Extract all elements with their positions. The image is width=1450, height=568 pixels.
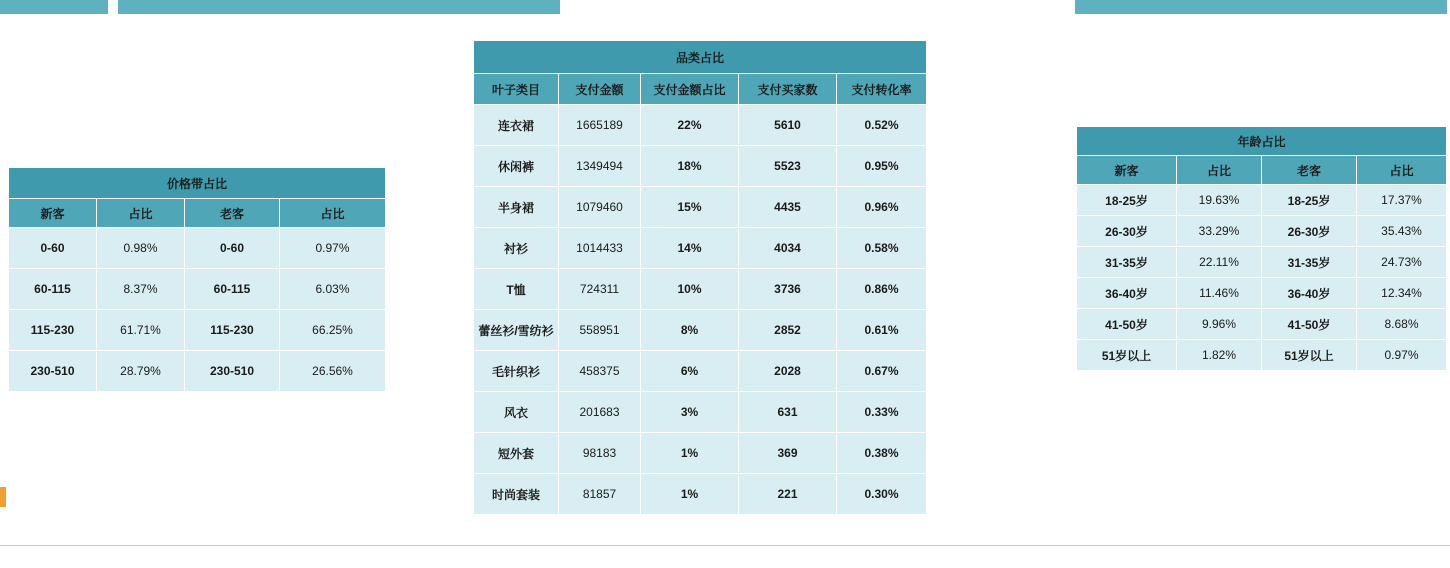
price-band-table	[8, 167, 386, 392]
table-header-row	[474, 74, 927, 105]
cell-new-age: 36-40岁	[1077, 278, 1177, 309]
category-col-0: 叶子类目	[474, 74, 559, 105]
cell-new-range: 0-60	[9, 228, 97, 269]
cell-pay-share: 14%	[641, 228, 739, 269]
table-header-row	[1077, 156, 1447, 185]
cell-pay-share: 22%	[641, 105, 739, 146]
cell-conversion: 0.67%	[837, 351, 927, 392]
cell-new-share: 1.82%	[1177, 340, 1262, 371]
cell-old-share: 35.43%	[1357, 216, 1447, 247]
table-title-row	[474, 41, 927, 74]
age-col-0: 新客	[1077, 156, 1177, 185]
category-share-table	[473, 40, 927, 515]
cell-old-share: 12.34%	[1357, 278, 1447, 309]
cell-new-share: 61.71%	[97, 310, 185, 351]
cell-old-age: 51岁以上	[1262, 340, 1357, 371]
table-row	[1077, 309, 1447, 340]
cell-leaf-category: T恤	[474, 269, 559, 310]
price-band-col-2: 老客	[185, 199, 280, 228]
cell-new-share: 11.46%	[1177, 278, 1262, 309]
cell-conversion: 0.58%	[837, 228, 927, 269]
age-title: 年龄占比	[1077, 127, 1447, 156]
left-accent-sliver	[0, 487, 6, 507]
cell-pay-amount: 458375	[559, 351, 641, 392]
table-row	[9, 269, 386, 310]
table-row	[1077, 278, 1447, 309]
category-col-4: 支付转化率	[837, 74, 927, 105]
cell-pay-share: 1%	[641, 433, 739, 474]
cell-old-share: 66.25%	[280, 310, 386, 351]
cell-new-age: 51岁以上	[1077, 340, 1177, 371]
cell-old-share: 0.97%	[280, 228, 386, 269]
cell-pay-amount: 1665189	[559, 105, 641, 146]
cell-old-age: 31-35岁	[1262, 247, 1357, 278]
cell-buyers: 631	[739, 392, 837, 433]
cell-leaf-category: 半身裙	[474, 187, 559, 228]
cell-conversion: 0.38%	[837, 433, 927, 474]
table-title-row	[1077, 127, 1447, 156]
age-col-1: 占比	[1177, 156, 1262, 185]
cell-leaf-category: 毛针织衫	[474, 351, 559, 392]
cell-buyers: 221	[739, 474, 837, 515]
table-row	[474, 392, 927, 433]
cell-old-range: 60-115	[185, 269, 280, 310]
cell-new-range: 230-510	[9, 351, 97, 392]
price-band-col-0: 新客	[9, 199, 97, 228]
age-col-3: 占比	[1357, 156, 1447, 185]
cell-pay-amount: 81857	[559, 474, 641, 515]
cell-new-share: 8.37%	[97, 269, 185, 310]
cell-old-share: 26.56%	[280, 351, 386, 392]
cell-new-share: 19.63%	[1177, 185, 1262, 216]
cell-leaf-category: 衬衫	[474, 228, 559, 269]
table-row	[1077, 216, 1447, 247]
price-band-col-3: 占比	[280, 199, 386, 228]
cell-leaf-category: 时尚套装	[474, 474, 559, 515]
price-band-col-1: 占比	[97, 199, 185, 228]
cell-old-range: 115-230	[185, 310, 280, 351]
cell-buyers: 5523	[739, 146, 837, 187]
cell-pay-amount: 201683	[559, 392, 641, 433]
top-band-center	[118, 0, 560, 14]
table-row	[1077, 247, 1447, 278]
cell-leaf-category: 休闲裤	[474, 146, 559, 187]
cell-buyers: 4435	[739, 187, 837, 228]
table-title-row	[9, 168, 386, 199]
table-row	[1077, 340, 1447, 371]
table-header-row	[9, 199, 386, 228]
cell-old-age: 18-25岁	[1262, 185, 1357, 216]
cell-leaf-category: 蕾丝衫/雪纺衫	[474, 310, 559, 351]
cell-pay-amount: 558951	[559, 310, 641, 351]
cell-new-share: 22.11%	[1177, 247, 1262, 278]
cell-pay-amount: 98183	[559, 433, 641, 474]
table-row	[474, 146, 927, 187]
cell-pay-share: 1%	[641, 474, 739, 515]
category-col-3: 支付买家数	[739, 74, 837, 105]
cell-buyers: 369	[739, 433, 837, 474]
cell-leaf-category: 风衣	[474, 392, 559, 433]
cell-conversion: 0.61%	[837, 310, 927, 351]
cell-new-share: 28.79%	[97, 351, 185, 392]
cell-new-age: 18-25岁	[1077, 185, 1177, 216]
cell-pay-share: 3%	[641, 392, 739, 433]
cell-old-age: 41-50岁	[1262, 309, 1357, 340]
cell-pay-share: 18%	[641, 146, 739, 187]
cell-buyers: 3736	[739, 269, 837, 310]
cell-new-age: 41-50岁	[1077, 309, 1177, 340]
cell-new-age: 26-30岁	[1077, 216, 1177, 247]
table-row	[474, 433, 927, 474]
cell-old-range: 230-510	[185, 351, 280, 392]
cell-conversion: 0.52%	[837, 105, 927, 146]
table-row	[474, 351, 927, 392]
cell-pay-share: 6%	[641, 351, 739, 392]
cell-leaf-category: 短外套	[474, 433, 559, 474]
cell-old-range: 0-60	[185, 228, 280, 269]
cell-pay-amount: 1014433	[559, 228, 641, 269]
age-share-table	[1076, 126, 1447, 371]
cell-conversion: 0.95%	[837, 146, 927, 187]
cell-buyers: 2852	[739, 310, 837, 351]
table-row	[474, 187, 927, 228]
top-band-right	[1075, 0, 1447, 14]
table-row	[474, 310, 927, 351]
cell-pay-share: 8%	[641, 310, 739, 351]
cell-pay-amount: 724311	[559, 269, 641, 310]
cell-old-share: 17.37%	[1357, 185, 1447, 216]
cell-old-share: 24.73%	[1357, 247, 1447, 278]
table-row	[9, 351, 386, 392]
cell-conversion: 0.96%	[837, 187, 927, 228]
cell-new-range: 115-230	[9, 310, 97, 351]
cell-pay-share: 10%	[641, 269, 739, 310]
table-row	[9, 310, 386, 351]
table-row	[474, 228, 927, 269]
cell-new-range: 60-115	[9, 269, 97, 310]
top-band-left	[0, 0, 108, 14]
cell-buyers: 4034	[739, 228, 837, 269]
cell-new-share: 0.98%	[97, 228, 185, 269]
cell-conversion: 0.86%	[837, 269, 927, 310]
cell-new-share: 9.96%	[1177, 309, 1262, 340]
cell-old-share: 8.68%	[1357, 309, 1447, 340]
table-row	[9, 228, 386, 269]
cell-pay-share: 15%	[641, 187, 739, 228]
age-col-2: 老客	[1262, 156, 1357, 185]
table-row	[474, 474, 927, 515]
cell-old-share: 6.03%	[280, 269, 386, 310]
cell-new-share: 33.29%	[1177, 216, 1262, 247]
cell-old-age: 26-30岁	[1262, 216, 1357, 247]
category-title: 品类占比	[474, 41, 927, 74]
table-row	[1077, 185, 1447, 216]
category-col-1: 支付金额	[559, 74, 641, 105]
bottom-divider	[0, 545, 1450, 546]
category-col-2: 支付金额占比	[641, 74, 739, 105]
cell-pay-amount: 1079460	[559, 187, 641, 228]
cell-old-share: 0.97%	[1357, 340, 1447, 371]
table-row	[474, 105, 927, 146]
table-row	[474, 269, 927, 310]
cell-buyers: 5610	[739, 105, 837, 146]
price-band-title: 价格带占比	[9, 168, 386, 199]
cell-leaf-category: 连衣裙	[474, 105, 559, 146]
cell-conversion: 0.33%	[837, 392, 927, 433]
cell-new-age: 31-35岁	[1077, 247, 1177, 278]
cell-pay-amount: 1349494	[559, 146, 641, 187]
cell-buyers: 2028	[739, 351, 837, 392]
cell-conversion: 0.30%	[837, 474, 927, 515]
cell-old-age: 36-40岁	[1262, 278, 1357, 309]
